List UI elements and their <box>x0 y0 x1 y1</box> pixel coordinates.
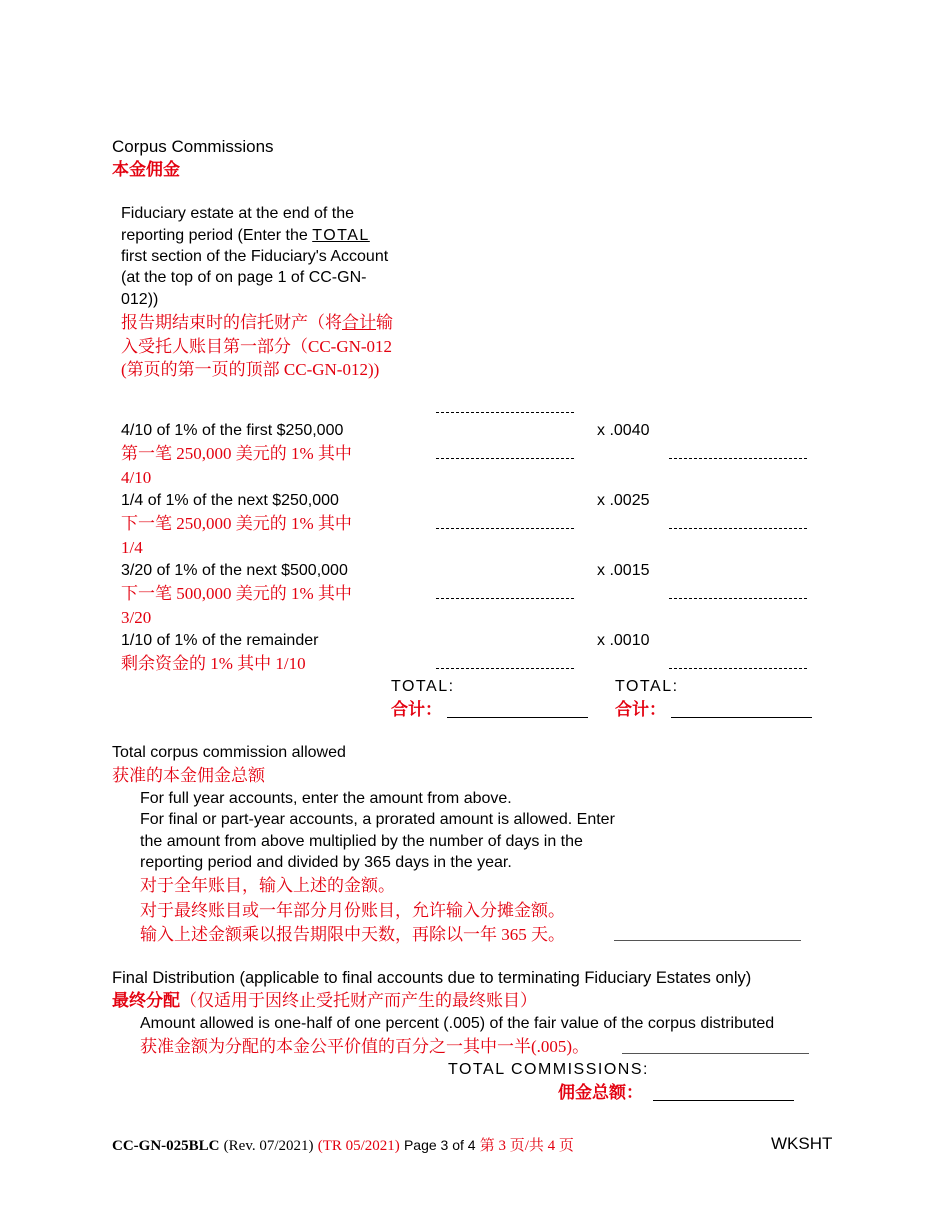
tier-1-result-field[interactable] <box>669 458 807 459</box>
tier-4-result-field[interactable] <box>669 668 807 669</box>
tier-3-label-zh-2: 3/20 <box>121 608 152 627</box>
tier-4-multiplier: x .0010 <box>597 632 650 649</box>
tier-1-label: 4/10 of 1% of the first $250,000 <box>121 422 344 439</box>
fiduciary-line-5: 012)) <box>121 291 159 308</box>
fiduciary-line-4: (at the top of on page 1 of CC-GN- <box>121 269 367 286</box>
fiduciary-zh-line-3: (第页的第一页的顶部 CC-GN-012)) <box>121 360 380 379</box>
tier-2-label-zh-2: 1/4 <box>121 538 143 557</box>
tier-1-label-zh-2: 4/10 <box>121 468 152 487</box>
total-label-zh-left: 合计： <box>391 700 442 719</box>
total-commissions-field[interactable] <box>653 1100 794 1101</box>
tier-2-result-field[interactable] <box>669 528 807 529</box>
final-line-1: Amount allowed is one-half of one percent (.005) of the fair value of the corpus distributed <box>140 1015 775 1032</box>
allowed-title-zh: 获准的本金佣金总额 <box>112 766 265 785</box>
total-commissions-label-zh: 佣金总额： <box>558 1083 643 1102</box>
tier-1-multiplier: x .0040 <box>597 422 650 439</box>
tier-3-amount-field[interactable] <box>436 598 574 599</box>
allowed-line-2: For final or part-year accounts, a prorated amount is allowed. Enter <box>140 811 615 828</box>
final-zh-1: 获准金额为分配的本金公平价值的百分之一其中一半(.005)。 <box>140 1037 590 1056</box>
allowed-zh-2: 对于最终账目或一年部分月份账目，允许输入分摊金额。 <box>140 901 565 920</box>
fiduciary-line-2: reporting period (Enter the TOTAL <box>121 227 370 244</box>
fiduciary-line-1: Fiduciary estate at the end of the <box>121 205 355 222</box>
page-number-zh: 第 3 页/共 4 页 <box>479 1138 574 1154</box>
total-label-zh-right: 合计： <box>615 700 666 719</box>
tier-3-result-field[interactable] <box>669 598 807 599</box>
allowed-line-3: the amount from above multiplied by the number of days in the <box>140 833 583 850</box>
section-title-zh: 本金佣金 <box>112 160 180 179</box>
worksheet-code: WKSHT <box>771 1134 833 1153</box>
allowed-line-1: For full year accounts, enter the amount from above. <box>140 790 512 807</box>
fiduciary-amount-field[interactable] <box>436 412 574 413</box>
tier-3-multiplier: x .0015 <box>597 562 650 579</box>
translation-revision: (TR 05/2021) <box>317 1138 400 1154</box>
tier-3-label: 3/20 of 1% of the next $500,000 <box>121 562 348 579</box>
tier-2-amount-field[interactable] <box>436 528 574 529</box>
tier-2-multiplier: x .0025 <box>597 492 650 509</box>
total-underlined: TOTAL <box>312 227 370 244</box>
allowed-line-4: reporting period and divided by 365 days in the year. <box>140 854 512 871</box>
fiduciary-zh-line-2: 入受托人账目第一部分（CC-GN-012 <box>121 337 393 356</box>
final-title: Final Distribution (applicable to final accounts due to terminating Fiduciary Estates only) <box>112 969 752 987</box>
allowed-amount-field[interactable] <box>614 940 801 941</box>
fiduciary-zh-line-1: 报告期结束时的信托财产（将合计输 <box>121 313 393 332</box>
final-title-zh: 最终分配（仅适用于因终止受托财产而产生的最终账目） <box>112 991 537 1010</box>
footer <box>112 1135 574 1156</box>
total-result-field[interactable] <box>671 717 812 718</box>
tier-1-label-zh: 第一笔 250,000 美元的 1% 其中 <box>121 444 352 463</box>
allowed-title: Total corpus commission allowed <box>112 744 346 761</box>
fiduciary-line-3: first section of the Fiduciary's Account <box>121 248 389 265</box>
allowed-zh-3: 输入上述金额乘以报告期限中天数，再除以一年 365 天。 <box>140 925 565 944</box>
tier-1-amount-field[interactable] <box>436 458 574 459</box>
total-label-right: TOTAL: <box>615 678 679 695</box>
revision: (Rev. 07/2021) <box>223 1138 314 1154</box>
tier-4-label-zh: 剩余资金的 1% 其中 1/10 <box>121 654 306 673</box>
total-commissions-label: TOTAL COMMISSIONS: <box>448 1061 649 1078</box>
tier-3-label-zh: 下一笔 500,000 美元的 1% 其中 <box>121 584 352 603</box>
page-number: Page 3 of 4 <box>403 1137 476 1153</box>
final-amount-field[interactable] <box>622 1053 809 1054</box>
total-label-left: TOTAL: <box>391 678 455 695</box>
tier-2-label: 1/4 of 1% of the next $250,000 <box>121 492 339 509</box>
tier-2-label-zh: 下一笔 250,000 美元的 1% 其中 <box>121 514 352 533</box>
total-amount-field[interactable] <box>447 717 588 718</box>
allowed-zh-1: 对于全年账目，输入上述的金额。 <box>140 876 395 895</box>
tier-4-label: 1/10 of 1% of the remainder <box>121 632 319 649</box>
section-title: Corpus Commissions <box>112 137 274 156</box>
form-number: CC-GN-025BLC <box>112 1138 220 1154</box>
tier-4-amount-field[interactable] <box>436 668 574 669</box>
